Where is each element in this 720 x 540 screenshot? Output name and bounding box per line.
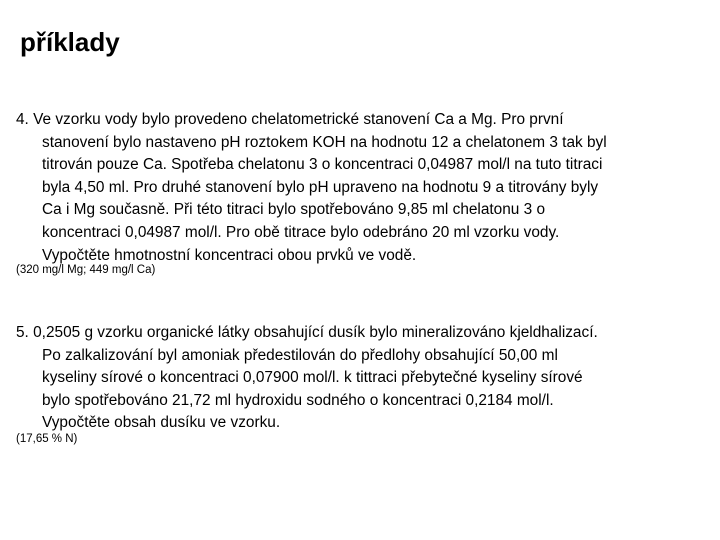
problem-4-line-6: koncentraci 0,04987 mol/l. Pro obě titrace bylo odebráno 20 ml vzorku vody. — [42, 223, 560, 241]
problem-4-line-2: stanovení bylo nastaveno pH roztokem KOH na hodnotu 12 a chelatonem 3 tak byl — [42, 133, 607, 151]
problem-5-line-1: 5. 0,2505 g vzorku organické látky obsahující dusík bylo mineralizováno kjeldhalizací. — [16, 324, 598, 341]
problem-5-answer: (17,65 % N) — [16, 433, 78, 445]
problem-4-line-5: Ca i Mg současně. Při této titraci bylo spotřebováno 9,85 ml chelatonu 3 o — [42, 201, 546, 219]
problem-4-line-7: Vypočtěte hmotnostní koncentraci obou prvků ve vodě. — [42, 246, 417, 264]
problem-5-line-4: bylo spotřebováno 21,72 ml hydroxidu sodného o koncentraci 0,2184 mol/l. — [42, 391, 554, 409]
problem-4-line-3: titrován pouze Ca. Spotřeba chelatonu 3 o koncentraci 0,04987 mol/l na tuto titraci — [42, 156, 603, 174]
problem-5-line-3: kyseliny sírové o koncentraci 0,07900 mol/l. k tittraci přebytečné kyseliny sírové — [42, 369, 583, 387]
problem-5 — [16, 322, 712, 435]
problem-4-line-4: byla 4,50 ml. Pro druhé stanovení bylo pH upraveno na hodnotu 9 a titrovány byly — [42, 178, 599, 196]
problem-4 — [16, 109, 712, 267]
problem-4-answer: (320 mg/l Mg; 449 mg/l Ca) — [16, 264, 156, 276]
problem-4-line-1: 4. Ve vzorku vody bylo provedeno chelatometrické stanovení Ca a Mg. Pro první — [16, 111, 564, 128]
problem-5-line-2: Po zalkalizování byl amoniak předestilován do předlohy obsahující 50,00 ml — [42, 346, 558, 364]
problem-5-line-5: Vypočtěte obsah dusíku ve vzorku. — [42, 414, 281, 432]
page-title: příklady — [20, 27, 120, 57]
